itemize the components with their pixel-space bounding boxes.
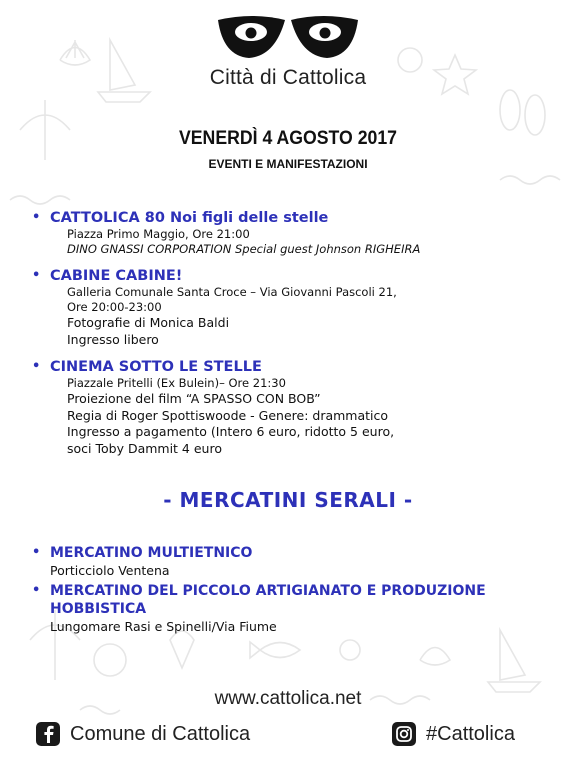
event-detail: DINO GNASSI CORPORATION Special guest Johnson RIGHEIRA	[67, 242, 421, 256]
wave-doodle	[10, 196, 70, 204]
markets-heading: - MERCATINI SERALI -	[163, 488, 413, 512]
event-detail: Ingresso a pagamento (Intero 6 euro, ridotto 5 euro,	[67, 424, 395, 439]
ball-doodle	[94, 644, 126, 676]
bullet-icon: •	[32, 545, 41, 560]
event-item	[32, 209, 562, 257]
events-list	[32, 209, 562, 467]
city-logo	[0, 12, 576, 90]
event-location: Piazza Primo Maggio, Ore 21:00	[67, 227, 250, 241]
instagram-icon	[392, 722, 416, 746]
event-detail: Proiezione del film “A SPASSO CON BOB”	[67, 391, 321, 406]
instagram-label: #Cattolica	[426, 722, 515, 745]
event-item	[32, 267, 562, 348]
page-subtitle: EVENTI E MANIFESTAZIONI	[208, 157, 368, 171]
market-title: MERCATINO DEL PICCOLO ARTIGIANATO E PRODUZIONE	[50, 583, 486, 599]
event-location: Piazzale Pritelli (Ex Bulein)– Ore 21:30	[67, 376, 286, 390]
cattolica-eyes-logo	[213, 12, 363, 64]
bullet-icon: •	[32, 268, 41, 283]
instagram-link[interactable]	[392, 722, 515, 746]
facebook-link[interactable]	[36, 722, 250, 746]
market-title: MERCATINO MULTIETNICO	[50, 545, 253, 561]
market-item	[32, 544, 562, 580]
bullet-icon: •	[32, 359, 41, 374]
event-title: CINEMA SOTTO LE STELLE	[50, 359, 262, 375]
bullet-icon: •	[32, 583, 41, 598]
event-detail: soci Toby Dammit 4 euro	[67, 440, 222, 456]
market-place: Lungomare Rasi e Spinelli/Via Fiume	[50, 619, 277, 634]
shell-doodle-2	[420, 648, 450, 666]
footer	[0, 720, 576, 750]
event-title: CABINE CABINE!	[50, 268, 183, 284]
market-place: Porticciolo Ventena	[50, 563, 170, 578]
market-title-cont: HOBBISTICA	[50, 601, 147, 617]
facebook-icon	[36, 722, 60, 746]
markets-list	[32, 544, 562, 638]
fish-doodle	[250, 642, 300, 658]
event-location: Galleria Comunale Santa Croce – Via Giovanni Pascoli 21,	[67, 285, 397, 299]
event-detail: Regia di Roger Spottiswoode - Genere: drammatico	[67, 407, 389, 423]
bullet-icon: •	[32, 210, 41, 225]
website-link[interactable]: www.cattolica.net	[214, 688, 362, 709]
market-item	[32, 582, 562, 636]
facebook-label: Comune di Cattolica	[70, 722, 251, 745]
event-detail: Fotografie di Monica Baldi	[67, 315, 230, 330]
event-time: Ore 20:00-23:00	[67, 300, 162, 314]
page-title: VENERDÌ 4 AGOSTO 2017	[178, 128, 397, 149]
event-item	[32, 358, 562, 457]
flipflop-doodle	[500, 90, 520, 130]
sailboat-doodle-2	[488, 630, 540, 692]
city-name: Città di Cattolica	[209, 66, 367, 89]
event-title: CATTOLICA 80 Noi figli delle stelle	[50, 210, 329, 226]
event-detail: Ingresso libero	[67, 331, 159, 347]
